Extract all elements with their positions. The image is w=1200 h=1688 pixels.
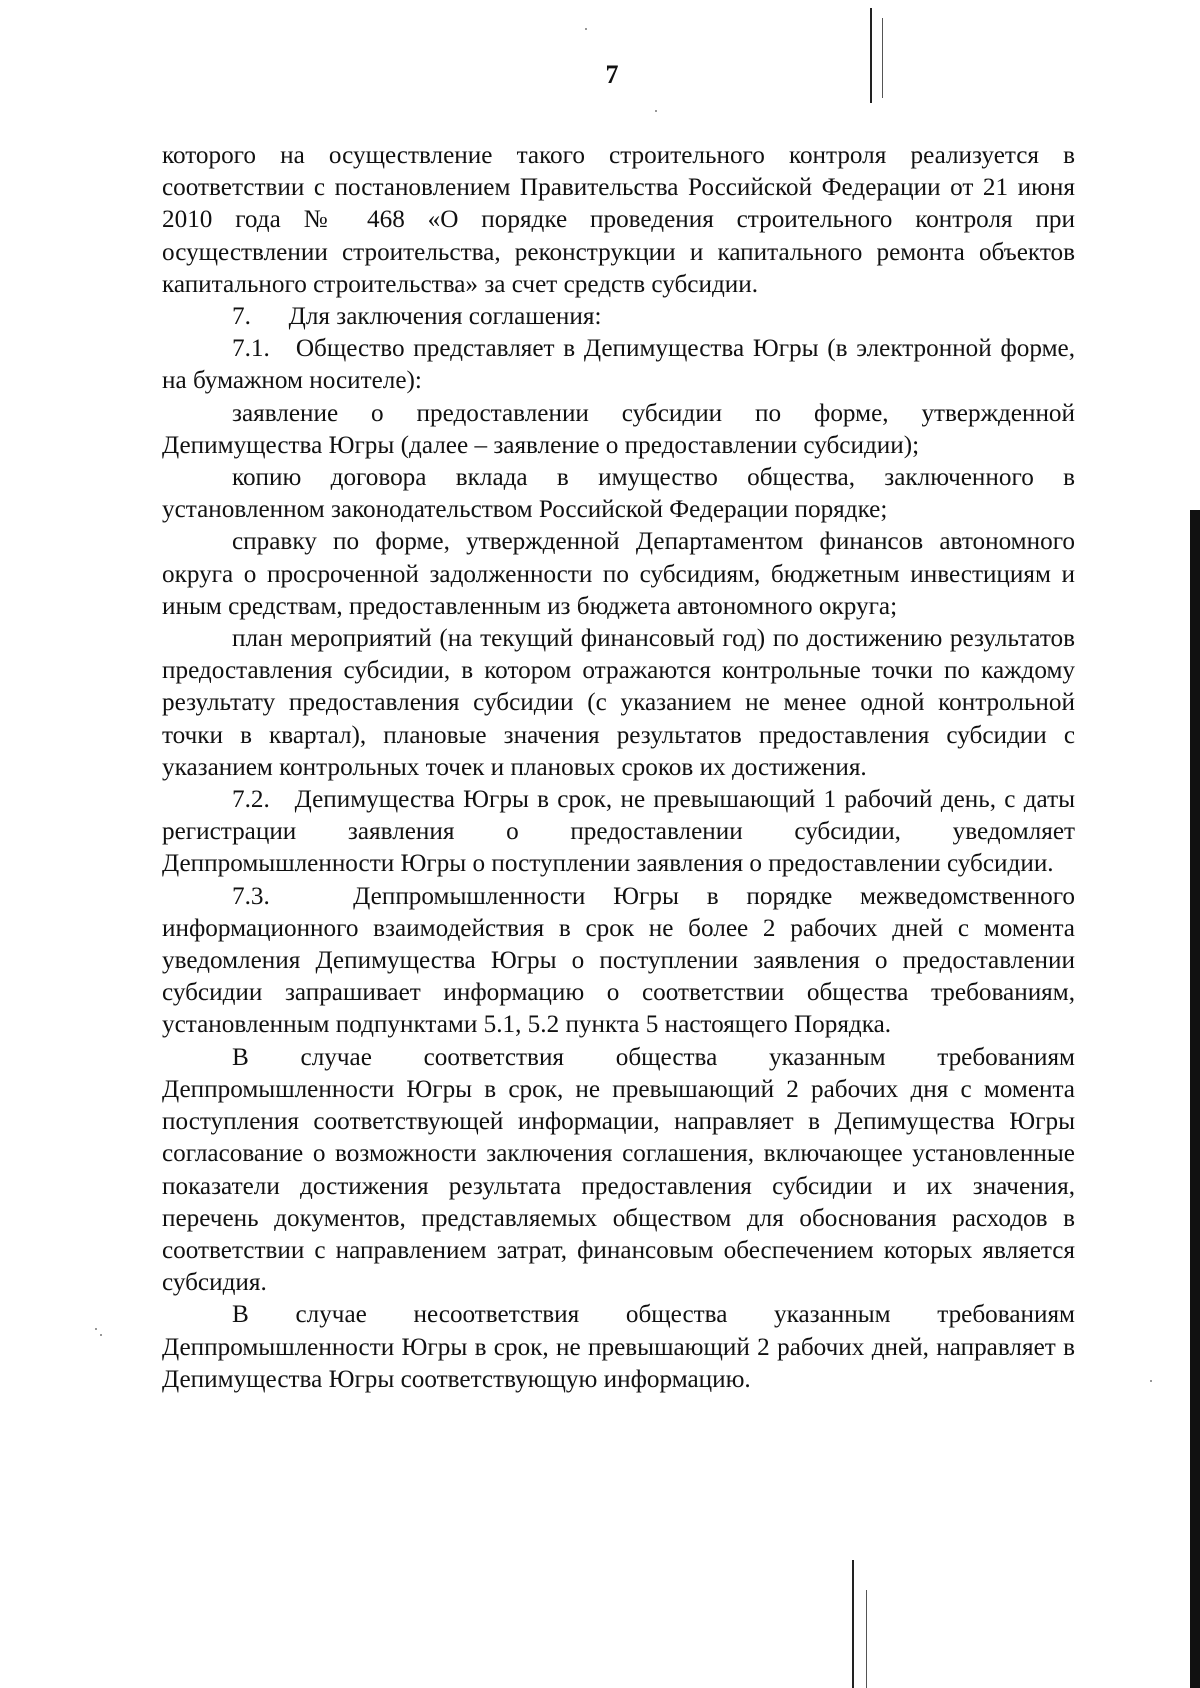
paragraph-certificate: справку по форме, утвержденной Департаментом финансов автономного округа о просроченной задолженности по субсидиям, бюджетным инвестициям и иным средствам, предоставленным из бюджета автономного округа; [162, 528, 1075, 620]
paragraph-noncompliance-case: В случае несоответствия общества указанным требованиям Деппромышленности Югры в срок, не превышающий 2 рабочих дней, направляет в Депимущества Югры соответствующую информацию. [162, 1301, 1075, 1393]
scan-binding-line-top-2 [882, 18, 883, 98]
paragraph-application: заявление о предоставлении субсидии по форме, утвержденной Депимущества Югры (далее – заявление о предоставлении субсидии); [162, 399, 1075, 459]
paragraph-continuation: которого на осуществление такого строительного контроля реализуется в соответствии с постановлением Правительства Российской Федерации от 21 июня 2010 года № 468 «О порядке проведения строительного контроля при осуществлении строительства, реконструкции и капитального ремонта объектов капитального строительства» за счет средств субсидии. [162, 142, 1075, 298]
paragraph-7-2: 7.2. Депимущества Югры в срок, не превышающий 1 рабочий день, с даты регистрации заявления о предоставлении субсидии, уведомляет Деппромышленности Югры о поступлении заявления о предоставлении субсидии. [162, 786, 1082, 878]
scan-speck [655, 110, 657, 112]
scan-binding-line-bottom-2 [866, 1590, 867, 1688]
scan-speck [1150, 1380, 1152, 1382]
scan-right-edge-bar [1190, 510, 1200, 1688]
scan-speck [100, 1334, 102, 1336]
page-number: 7 [605, 60, 619, 89]
paragraph-7: 7. Для заключения соглашения: [232, 303, 602, 331]
paragraph-compliance-case: В случае соответствия общества указанным требованиям Деппромышленности Югры в срок, не превышающий 2 рабочих дня с момента поступления соответствующей информации, направляет в Депимущества Югры согласование о возможности заключения соглашения, включающее установленные показатели достижения результата предоставления субсидии и их значения, перечень документов, представляемых обществом для обоснования расходов в соответствии с направлением затрат, финансовым обеспечением которых является субсидия. [162, 1043, 1075, 1297]
scan-speck [95, 1328, 97, 1330]
scan-binding-line-bottom [852, 1560, 854, 1688]
paragraph-action-plan: план мероприятий (на текущий финансовый год) по достижению результатов предоставления субсидии, в котором отражаются контрольные точки по каждому результату предоставления субсидии (с указанием не менее одной контрольной точки в квартал), плановые значения результатов предоставления субсидии с указанием контрольных точек и плановых сроков их достижения. [162, 625, 1075, 781]
scan-binding-line-top [870, 8, 872, 103]
scan-speck [585, 28, 587, 30]
paragraph-7-1: 7.1. Общество представляет в Депимущества Югры (в электронной форме, на бумажном носителе): [162, 335, 1082, 395]
paragraph-contract-copy: копию договора вклада в имущество общества, заключенного в установленном законодательством Российской Федерации порядке; [162, 464, 1075, 524]
paragraph-7-3: 7.3. Деппромышленности Югры в порядке межведомственного информационного взаимодействия в срок не более 2 рабочих дней с момента уведомления Депимущества Югры о поступлении заявления о предоставлении субсидии запрашивает информацию о соответствии общества требованиям, установленным подпунктами 5.1, 5.2 пункта 5 настоящего Порядка. [162, 882, 1082, 1039]
document-body [162, 140, 1082, 1396]
